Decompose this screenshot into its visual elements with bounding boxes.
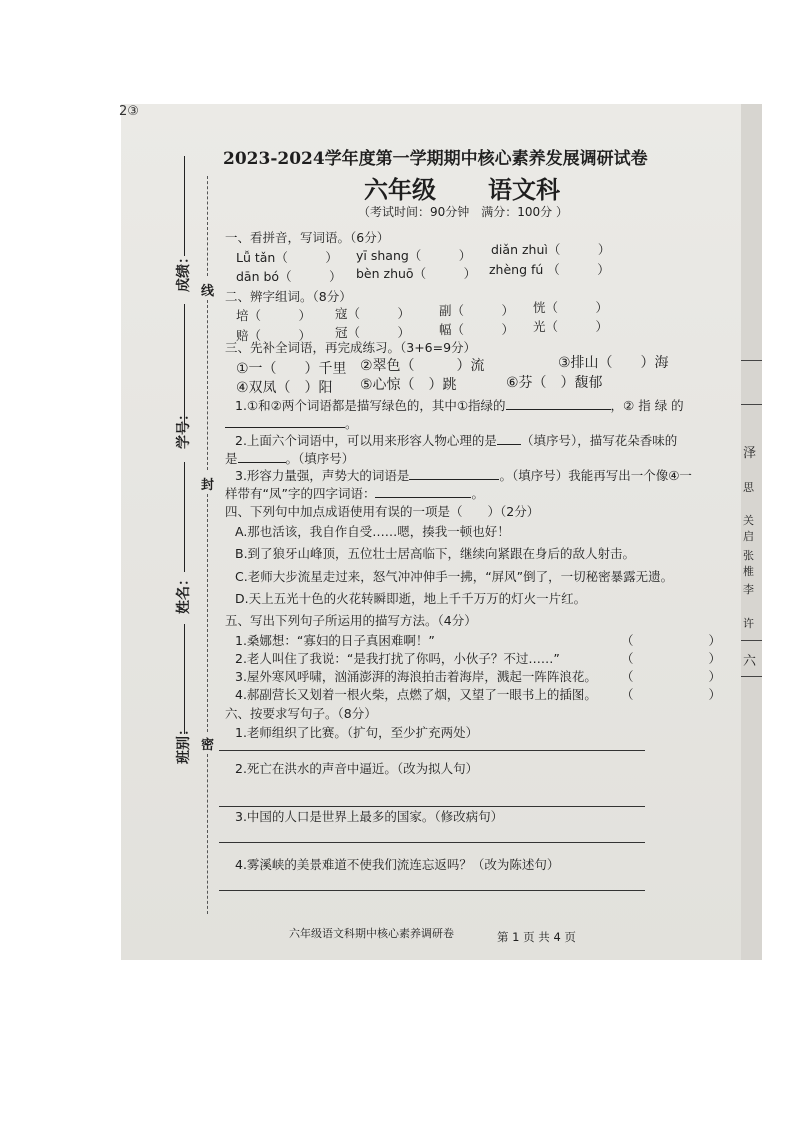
rewrite-item-1: 1.老师组织了比赛。（扩句，至少扩充两处） — [235, 725, 479, 740]
footer-title: 六年级语文科期中核心素养调研卷 — [289, 927, 454, 940]
underlying-char: 泽 — [743, 446, 757, 461]
answer-line-1[interactable] — [219, 750, 645, 751]
option-a: A.那也活该，我自作自受……嗯，揍我一顿也好！ — [235, 524, 510, 539]
idiom-2: ②翠色（ ）流 — [360, 358, 485, 374]
method-answer-1[interactable]: （ ） — [621, 633, 722, 648]
pinyin-item-1: Lǚ tǎn（ ） — [236, 250, 338, 265]
answer-line-3[interactable] — [219, 842, 645, 843]
underlying-rule — [741, 404, 762, 405]
label-student-number: 学号： — [176, 407, 192, 449]
binding-line-name — [184, 462, 185, 572]
method-answer-3[interactable]: （ ） — [621, 669, 722, 684]
underlying-rule — [741, 640, 762, 641]
s3-question-1-cont: 。 — [225, 414, 358, 432]
char-item-1: 培（ ） — [236, 308, 312, 323]
char-item-8: 光（ ） — [533, 319, 609, 334]
exam-info: （考试时间：90分钟 满分：100分 ） — [358, 205, 568, 219]
pinyin-item-5: bèn zhuō（ ） — [356, 266, 477, 281]
method-item-4: 4.郝副营长又划着一根火柴，点燃了烟，又望了一眼书上的插图。 — [235, 687, 597, 702]
option-c: C.老师大步流星走过来，怒气冲冲伸手一拂，“屏风”倒了，一切秘密暴露无遗。 — [235, 569, 674, 584]
section2-heading: 二、辨字组词。（8分） — [225, 289, 352, 304]
rewrite-item-3: 3.中国的人口是世界上最多的国家。（修改病句） — [235, 809, 504, 824]
s3-question-2: 2.上面六个词语中，可以用来形容人物心理的是 （填序号），描写花朵香味的 — [235, 433, 678, 448]
section4-heading: 四、下列句中加点成语使用有误的一项是（ ）（2分） — [225, 504, 540, 519]
corner-mark: 2③ — [119, 104, 139, 119]
underlying-rule — [741, 360, 762, 361]
label-class: 班别： — [176, 722, 192, 764]
idiom-3: ③排山（ ）海 — [558, 355, 669, 371]
underlying-char: 张椎 — [743, 549, 754, 578]
label-name: 姓名： — [176, 572, 192, 614]
method-item-2: 2.老人叫住了我说：“是我打扰了你吗，小伙子？不过……” — [235, 651, 560, 666]
section5-heading: 五、写出下列句子所运用的描写方法。（4分） — [225, 613, 477, 628]
seal-dash-1 — [207, 176, 208, 276]
pinyin-item-4: dān bó（ ） — [236, 269, 342, 284]
exam-title: 2023-2024学年度第一学期期中核心素养发展调研试卷 — [223, 149, 648, 169]
seal-secret-char: 密 — [201, 738, 215, 753]
seal-line-char: 线 — [201, 284, 215, 299]
answer-blank[interactable] — [409, 479, 499, 480]
binding-line-score — [184, 156, 185, 256]
char-item-6: 冠（ ） — [335, 325, 411, 340]
seal-dash-3 — [207, 494, 208, 732]
underlying-char: 许 — [743, 617, 754, 630]
underlying-rule — [741, 676, 762, 677]
page-number: 第 1 页 共 4 页 — [497, 930, 576, 944]
section1-heading: 一、看拼音，写词语。（6分） — [225, 230, 390, 245]
seal-dash-4 — [207, 754, 208, 914]
s3-question-3-cont: 样带有“凤”字的四字词语： 。 — [225, 486, 484, 501]
answer-blank[interactable] — [225, 427, 345, 428]
method-answer-4[interactable]: （ ） — [621, 687, 722, 702]
label-score: 成绩： — [176, 250, 192, 292]
binding-line-class — [184, 624, 185, 734]
s3-question-1: 1.①和②两个词语都是描写绿色的，其中①指绿的 ，② 指 绿 的 — [235, 398, 684, 413]
exam-paper — [121, 104, 741, 960]
underlying-char: 关启 — [743, 514, 754, 543]
rewrite-item-2: 2.死亡在洪水的声音中逼近。（改为拟人句） — [235, 761, 479, 776]
idiom-4: ④双凤（ ）阳 — [236, 380, 333, 396]
s3-question-2-cont: 是 。（填序号） — [225, 451, 355, 466]
subject-label: 语文科 — [488, 175, 560, 204]
answer-blank[interactable] — [497, 444, 521, 445]
seal-seal-char: 封 — [201, 478, 215, 493]
grade-label: 六年级 — [364, 175, 436, 204]
rewrite-item-4: 4.雾溪峡的美景难道不使我们流连忘返吗？（改为陈述句） — [235, 857, 560, 872]
answer-blank[interactable] — [506, 409, 611, 410]
underlying-char: 思 — [743, 481, 754, 494]
seal-dash-2 — [207, 300, 208, 470]
s3-question-3: 3.形容力量强，声势大的词语是 。（填序号）我能再写出一个像④一 — [235, 468, 692, 483]
binding-line-number — [184, 304, 185, 424]
char-item-4: 恍（ ） — [533, 300, 609, 315]
underlying-page — [741, 104, 762, 960]
section6-heading: 六、按要求写句子。（8分） — [225, 706, 377, 721]
char-item-2: 寇（ ） — [335, 306, 411, 321]
method-item-3: 3.屋外寒风呼啸，汹涌澎湃的海浪拍击着海岸，溅起一阵阵浪花。 — [235, 669, 597, 684]
method-answer-2[interactable]: （ ） — [621, 651, 722, 666]
pinyin-item-3: diǎn zhuì（ ） — [491, 242, 611, 257]
underlying-char: 李 — [743, 583, 754, 596]
pinyin-item-6: zhèng fú （ ） — [489, 262, 610, 277]
method-item-1: 1.桑娜想：“寡妇的日子真困难啊！” — [235, 633, 435, 648]
option-b: B.到了狼牙山峰顶，五位壮士居高临下，继续向紧跟在身后的敌人射击。 — [235, 546, 636, 561]
idiom-6: ⑥芬（ ）馥郁 — [506, 375, 603, 391]
section3-heading: 三、先补全词语，再完成练习。（3+6=9分） — [225, 340, 477, 355]
answer-blank[interactable] — [238, 462, 286, 463]
idiom-5: ⑤心惊（ ）跳 — [360, 377, 457, 393]
pinyin-item-2: yī shang（ ） — [356, 248, 472, 263]
answer-line-4[interactable] — [219, 890, 645, 891]
exam-photo — [121, 104, 762, 960]
underlying-char: 六 — [743, 654, 757, 669]
char-item-7: 幅（ ） — [439, 322, 515, 337]
char-item-5: 赔（ ） — [236, 328, 312, 343]
option-d: D.天上五光十色的火花转瞬即逝，地上千千万万的灯火一片红。 — [235, 591, 587, 606]
idiom-1: ①一（ ）千里 — [236, 361, 347, 377]
char-item-3: 副（ ） — [439, 303, 515, 318]
answer-blank[interactable] — [375, 497, 471, 498]
